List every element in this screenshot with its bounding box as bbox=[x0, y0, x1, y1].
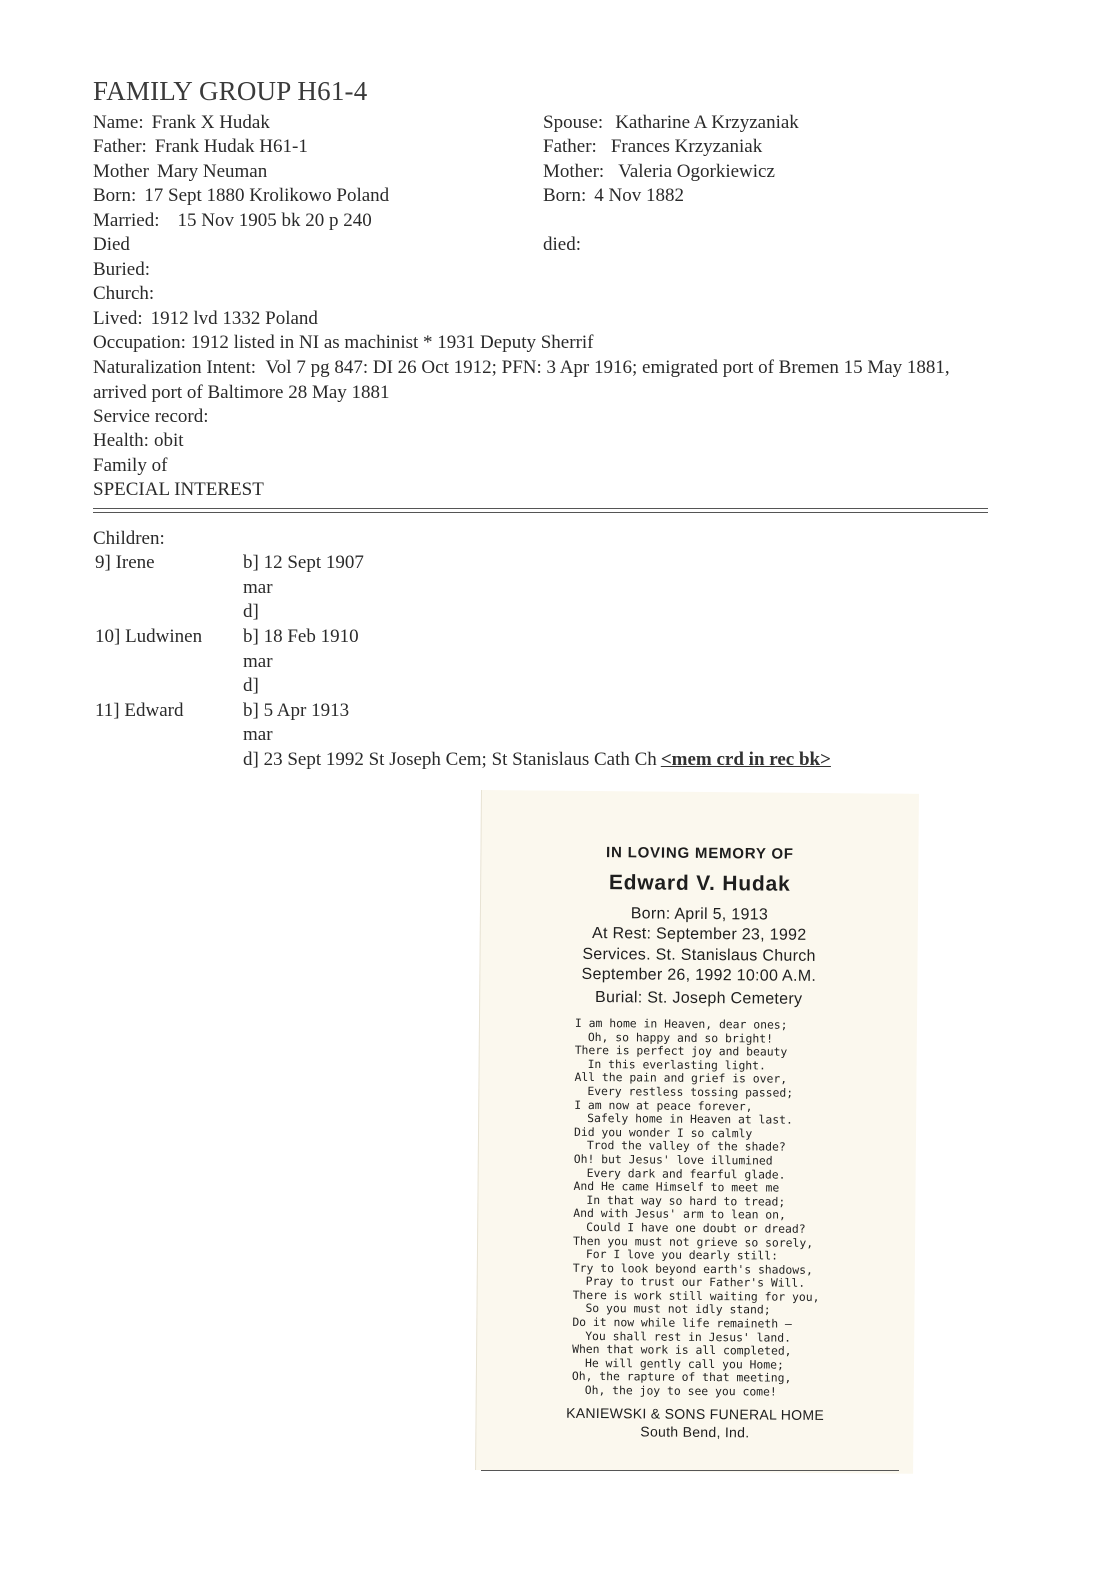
child-name: 11] Edward bbox=[95, 700, 184, 721]
occupation-row bbox=[93, 331, 594, 355]
born-row bbox=[93, 184, 389, 208]
buried-label: Buried: bbox=[93, 259, 150, 280]
poem-line: Did you wonder I so calmly bbox=[573, 1124, 753, 1141]
poem-line: Every restless tossing passed; bbox=[587, 1083, 794, 1100]
card-service-date: September 26, 1992 10:00 A.M. bbox=[581, 965, 817, 985]
memorial-card bbox=[475, 790, 919, 1474]
child-born: b] 12 Sept 1907 bbox=[243, 552, 364, 573]
buried-row bbox=[93, 258, 158, 282]
child-married: mar bbox=[243, 651, 273, 672]
child-born: b] 5 Apr 1913 bbox=[243, 700, 350, 721]
card-born: Born: April 5, 1913 bbox=[630, 905, 769, 924]
name-row bbox=[93, 111, 270, 135]
health-label: Health: bbox=[93, 430, 149, 451]
child-name: 9] Irene bbox=[95, 552, 155, 573]
poem-line: I am now at peace forever, bbox=[574, 1097, 753, 1113]
mother-label: Mother bbox=[93, 161, 149, 182]
card-header: IN LOVING MEMORY OF bbox=[606, 844, 794, 863]
poem-line: When that work is all completed, bbox=[572, 1342, 792, 1358]
father-label: Father: bbox=[93, 136, 147, 157]
poem-line: Could I have one doubt or dread? bbox=[586, 1219, 806, 1236]
spouse-father-row bbox=[543, 135, 762, 159]
father-row bbox=[93, 135, 308, 159]
poem-line: And with Jesus' arm to lean on, bbox=[573, 1206, 786, 1222]
mother-row bbox=[93, 160, 267, 184]
poem-line: Do it now while life remaineth — bbox=[572, 1314, 792, 1331]
special-interest: SPECIAL INTEREST bbox=[93, 479, 264, 500]
naturalization-label: Naturalization Intent: bbox=[93, 357, 257, 378]
poem-line: In that way so hard to tread; bbox=[586, 1192, 786, 1209]
child-born: b] 18 Feb 1910 bbox=[243, 626, 359, 647]
married-value: 15 Nov 1905 bk 20 p 240 bbox=[177, 210, 372, 231]
health-row bbox=[93, 429, 184, 453]
poem-line: There is perfect joy and beauty bbox=[574, 1043, 788, 1059]
child-died: d] bbox=[243, 601, 259, 622]
child-name: 10] Ludwinen bbox=[95, 626, 203, 647]
family-of-label: Family of bbox=[93, 455, 168, 476]
card-bottom-edge bbox=[481, 1470, 899, 1471]
died-label: Died bbox=[93, 234, 130, 255]
child-died: d] 23 Sept 1992 St Joseph Cem; St Stanislaus Cath Ch bbox=[243, 749, 657, 770]
poem-line: Safely home in Heaven at last. bbox=[587, 1111, 793, 1127]
died-row bbox=[93, 233, 138, 257]
spouse-died-row bbox=[543, 233, 589, 257]
poem-line: Oh, so happy and so bright! bbox=[587, 1029, 774, 1046]
family-of-row bbox=[93, 454, 175, 478]
occupation-value: 1912 listed in NI as machinist * 1931 Deputy Sherrif bbox=[190, 332, 594, 353]
child-died-row bbox=[243, 748, 831, 772]
memorial-card-link[interactable]: <mem crd in rec bk> bbox=[660, 749, 831, 770]
church-row bbox=[93, 282, 162, 306]
card-at-rest: At Rest: September 23, 1992 bbox=[591, 924, 807, 944]
born-label: Born: bbox=[93, 185, 137, 206]
child-married: mar bbox=[243, 724, 273, 745]
spouse-mother-value: Valeria Ogorkiewicz bbox=[618, 161, 775, 182]
spouse-born-row bbox=[543, 184, 684, 208]
name-label: Name: bbox=[93, 112, 144, 133]
poem-line: He will gently call you Home; bbox=[584, 1355, 784, 1372]
lived-value: 1912 lvd 1332 Poland bbox=[150, 308, 318, 329]
spouse-row bbox=[543, 111, 799, 135]
married-label: Married: bbox=[93, 210, 160, 231]
poem-line: Every dark and fearful glade. bbox=[586, 1165, 786, 1182]
poem-line: Oh! but Jesus' love illumined bbox=[573, 1151, 773, 1168]
mother-value: Mary Neuman bbox=[156, 161, 268, 182]
father-value: Frank Hudak H61-1 bbox=[154, 136, 308, 157]
children-label: Children: bbox=[93, 528, 165, 549]
lived-label: Lived: bbox=[93, 308, 143, 329]
spouse-father-value: Frances Krzyzaniak bbox=[610, 136, 763, 157]
name-value: Frank X Hudak bbox=[151, 112, 270, 133]
poem-line: Trod the valley of the shade? bbox=[586, 1138, 786, 1155]
poem-line: You shall rest in Jesus' land. bbox=[585, 1328, 792, 1345]
spouse-born-value: 4 Nov 1882 bbox=[594, 185, 685, 206]
poem-line: And He came Himself to meet me bbox=[573, 1178, 780, 1195]
married-row bbox=[93, 209, 372, 233]
card-funeral-home: KANIEWSKI & SONS FUNERAL HOME bbox=[566, 1404, 825, 1424]
poem-line: In this everlasting light. bbox=[587, 1056, 766, 1073]
naturalization-value: Vol 7 pg 847: DI 26 Oct 1912; PFN: 3 Apr 1916; emigrated port of Bremen 15 May 1881, arrived port of Baltimore 28 May 1881 bbox=[93, 357, 950, 403]
health-value: obit bbox=[153, 430, 184, 451]
occupation-label: Occupation: bbox=[93, 332, 186, 353]
spouse-died-label: died: bbox=[543, 234, 581, 255]
card-services: Services. St. Stanislaus Church bbox=[582, 945, 816, 965]
lived-row bbox=[93, 307, 318, 331]
spouse-born-label: Born: bbox=[543, 185, 587, 206]
poem-line: Oh, the rapture of that meeting, bbox=[571, 1369, 792, 1386]
poem-line: Then you must not grieve so sorely, bbox=[573, 1233, 814, 1250]
poem-line: For I love you dearly still: bbox=[585, 1247, 779, 1263]
poem-line: Try to look beyond earth's shadows, bbox=[572, 1260, 813, 1277]
poem-line: So you must not idly stand; bbox=[585, 1301, 771, 1318]
spouse-mother-label: Mother: bbox=[543, 161, 605, 182]
card-poem bbox=[572, 1017, 835, 1400]
section-divider bbox=[93, 508, 988, 513]
card-burial: Burial: St. Joseph Cemetery bbox=[594, 989, 803, 1008]
service-label: Service record: bbox=[93, 406, 209, 427]
card-deceased-name: Edward V. Hudak bbox=[608, 871, 791, 896]
spouse-father-label: Father: bbox=[543, 136, 597, 157]
poem-line: Oh, the joy to see you come! bbox=[584, 1382, 777, 1399]
poem-line: Pray to trust our Father's Will. bbox=[585, 1274, 806, 1291]
poem-line: I am home in Heaven, dear ones; bbox=[574, 1015, 788, 1032]
service-row bbox=[93, 405, 217, 429]
poem-line: There is work still waiting for you, bbox=[572, 1287, 820, 1304]
page-title: FAMILY GROUP H61-4 bbox=[93, 76, 368, 106]
spouse-mother-row bbox=[543, 160, 775, 184]
born-value: 17 Sept 1880 Krolikowo Poland bbox=[144, 185, 390, 206]
child-married: mar bbox=[243, 577, 273, 598]
spouse-label: Spouse: bbox=[543, 112, 604, 133]
poem-line: All the pain and grief is over, bbox=[574, 1070, 788, 1087]
child-died: d] bbox=[243, 675, 259, 696]
card-city: South Bend, Ind. bbox=[640, 1423, 750, 1441]
spouse-value: Katharine A Krzyzaniak bbox=[615, 112, 799, 133]
naturalization-row bbox=[93, 356, 993, 405]
church-label: Church: bbox=[93, 283, 155, 304]
